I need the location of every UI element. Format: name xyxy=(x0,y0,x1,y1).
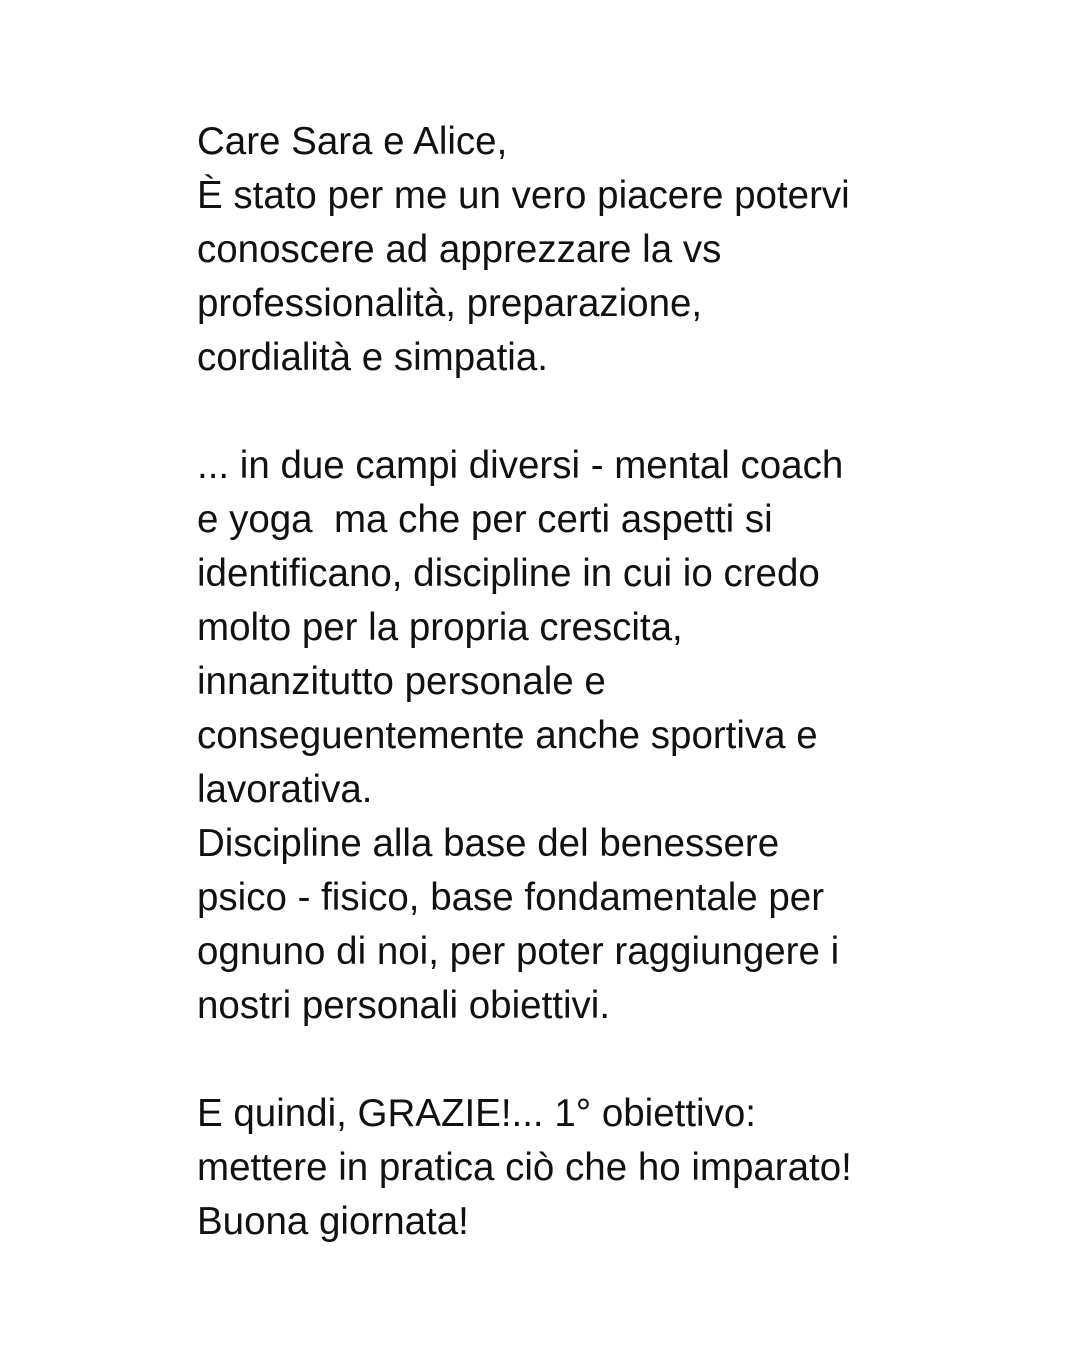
note-line: innanzitutto personale e xyxy=(197,660,606,703)
note-line: E quindi, GRAZIE!... 1° obiettivo: xyxy=(197,1092,756,1135)
note-line: molto per la propria crescita, xyxy=(197,606,683,649)
note-line: professionalità, preparazione, xyxy=(197,282,703,325)
note-line: È stato per me un vero piacere potervi xyxy=(197,174,850,217)
note-line-greeting: Care Sara e Alice, xyxy=(197,120,508,163)
note-body xyxy=(197,115,1057,1243)
note-blank-line xyxy=(197,385,1057,439)
note-line: e yoga ma che per certi aspetti si xyxy=(197,498,773,541)
note-line: conoscere ad apprezzare la vs xyxy=(197,228,722,271)
note-line: lavorativa. xyxy=(197,768,373,811)
note-line: conseguentemente anche sportiva e xyxy=(197,714,818,757)
note-line: mettere in pratica ciò che ho imparato! xyxy=(197,1146,852,1189)
note-blank-line xyxy=(197,1033,1057,1087)
note-line: cordialità e simpatia. xyxy=(197,336,548,379)
note-line: psico - fisico, base fondamentale per xyxy=(197,876,825,919)
note-line: ... in due campi diversi - mental coach xyxy=(197,444,844,487)
note-line: nostri personali obiettivi. xyxy=(197,984,611,1027)
note-line: identificano, discipline in cui io credo xyxy=(197,552,820,595)
note-line-closing: Buona giornata! xyxy=(197,1200,469,1243)
note-line: ognuno di noi, per poter raggiungere i xyxy=(197,930,840,973)
note-line: Discipline alla base del benessere xyxy=(197,822,780,865)
